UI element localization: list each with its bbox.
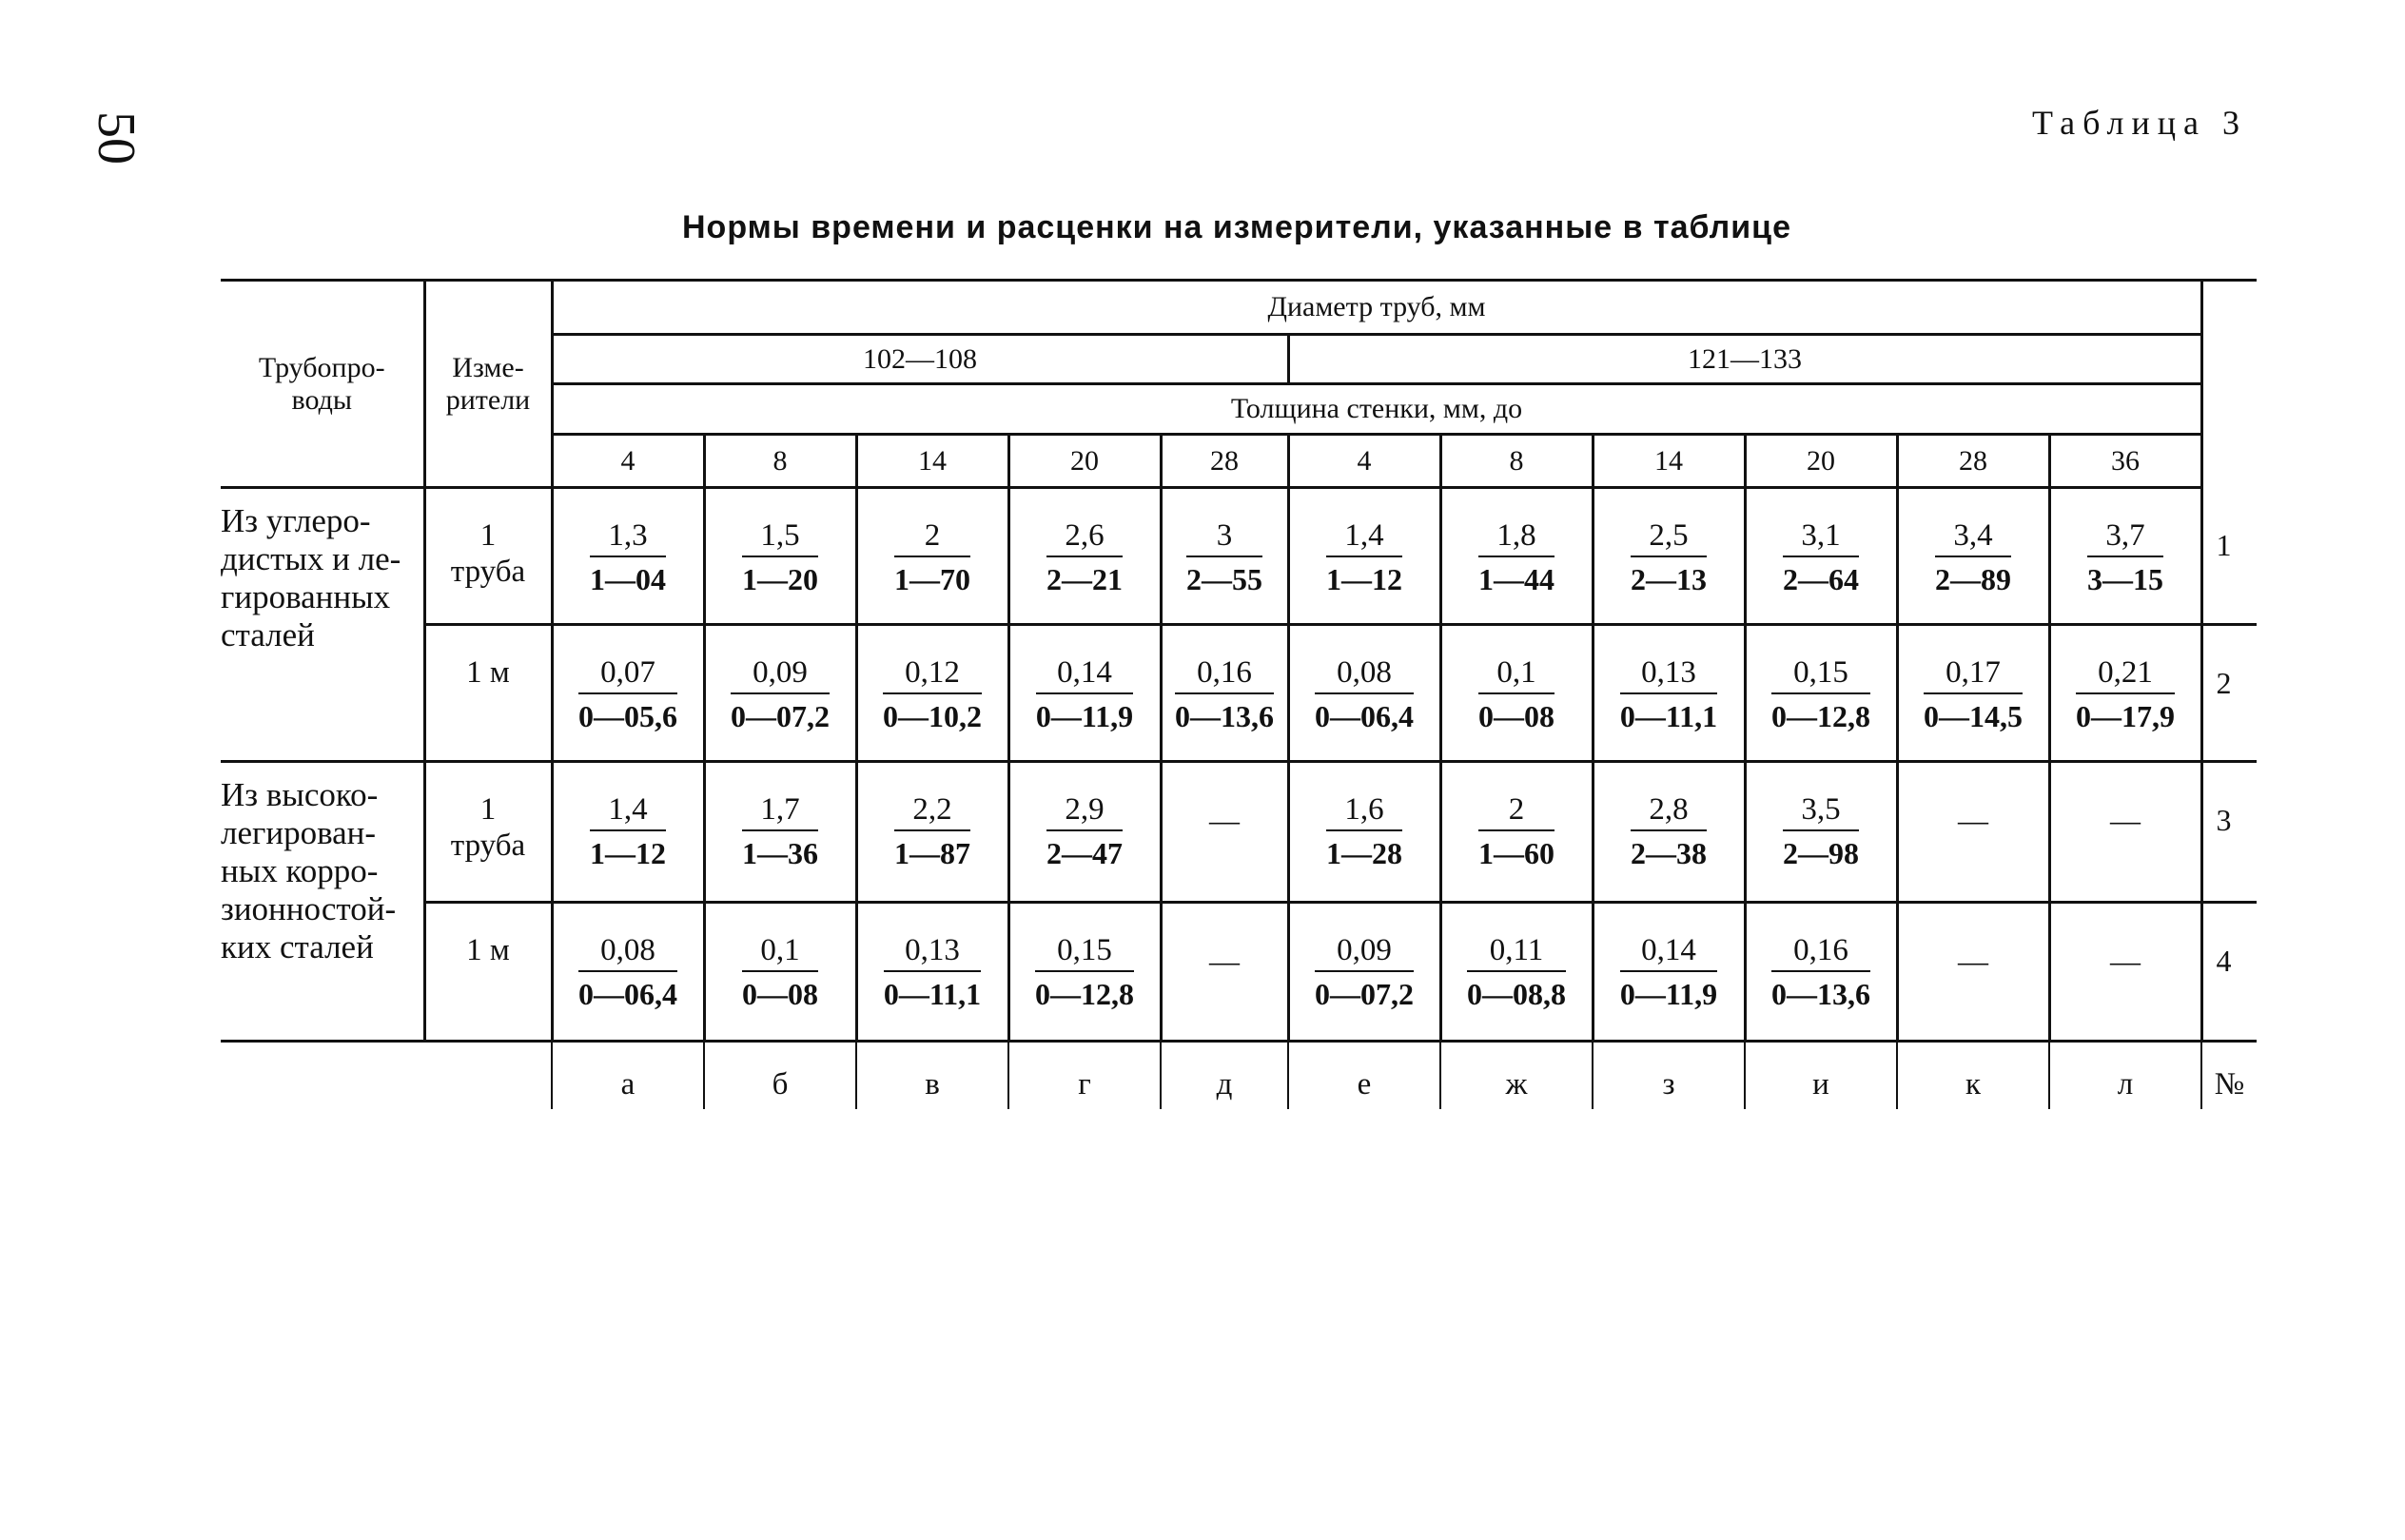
norm-fraction xyxy=(1620,932,1717,1012)
header-thickness: 36 xyxy=(2049,435,2201,488)
rate-value: 0—08 xyxy=(742,977,818,1011)
norm-cell xyxy=(1008,625,1161,762)
rate-value: 1—12 xyxy=(1326,562,1402,596)
norm-cell xyxy=(1288,625,1440,762)
norm-fraction xyxy=(1924,654,2023,734)
norm-fraction xyxy=(1771,932,1870,1012)
rate-value: 0—07,2 xyxy=(731,699,830,733)
norm-cell xyxy=(1897,625,2049,762)
header-pipelines: Трубопро- воды xyxy=(221,281,424,488)
rate-value: 2—64 xyxy=(1783,562,1859,596)
norm-fraction xyxy=(590,791,666,871)
empty-norm-dash: — xyxy=(2049,762,2201,903)
column-letter: е xyxy=(1288,1042,1440,1110)
rate-value: 0—11,1 xyxy=(1619,699,1718,733)
time-norm: 1,6 xyxy=(1326,791,1402,831)
unit-cell xyxy=(424,762,552,903)
row-number: 4 xyxy=(2201,903,2257,1042)
norm-cell xyxy=(704,903,856,1042)
norm-fraction xyxy=(2087,517,2163,597)
norm-cell xyxy=(1008,488,1161,625)
time-norm: 0,07 xyxy=(578,654,677,694)
norm-fraction xyxy=(1035,932,1134,1012)
norm-cell xyxy=(704,488,856,625)
time-norm: 0,16 xyxy=(1771,932,1870,972)
rate-value: 2—55 xyxy=(1186,562,1262,596)
norm-cell xyxy=(552,625,704,762)
norm-cell xyxy=(856,488,1008,625)
unit-text: 1 м xyxy=(466,655,510,690)
rate-value: 2—47 xyxy=(1046,836,1123,870)
time-norm: 0,15 xyxy=(1771,654,1870,694)
column-letter: л xyxy=(2049,1042,2201,1110)
pipeline-group-text: Из высоко- легирован- ных корро- зионностой- ких сталей xyxy=(221,776,397,965)
time-norm: 0,1 xyxy=(742,932,818,972)
rate-value: 0—17,9 xyxy=(2076,699,2175,733)
time-norm: 2,6 xyxy=(1046,517,1123,557)
norm-fraction xyxy=(742,932,818,1012)
time-norm: 0,15 xyxy=(1035,932,1134,972)
rate-value: 0—10,2 xyxy=(883,699,982,733)
norm-fraction xyxy=(1478,791,1554,871)
norm-cell xyxy=(1440,488,1593,625)
time-norm: 2,2 xyxy=(894,791,970,831)
header-thickness: 28 xyxy=(1897,435,2049,488)
rate-value: 2—38 xyxy=(1631,836,1707,870)
rate-value: 1—04 xyxy=(590,562,666,596)
header-thickness: 14 xyxy=(1593,435,1745,488)
norm-fraction xyxy=(731,654,830,734)
rate-value: 2—21 xyxy=(1046,562,1123,596)
header-thickness: 28 xyxy=(1161,435,1288,488)
rate-value: 1—28 xyxy=(1326,836,1402,870)
norm-fraction xyxy=(1631,791,1707,871)
column-letter-row xyxy=(221,1042,2257,1110)
norm-cell xyxy=(1008,762,1161,903)
norm-fraction xyxy=(742,517,818,597)
norm-fraction xyxy=(742,791,818,871)
norm-fraction xyxy=(578,654,677,734)
empty-norm-dash: — xyxy=(1161,762,1288,903)
time-norm: 0,11 xyxy=(1467,932,1566,972)
empty-norm-dash: — xyxy=(1161,903,1288,1042)
unit-cell xyxy=(424,903,552,1042)
rate-value: 1—87 xyxy=(894,836,970,870)
norm-cell xyxy=(856,625,1008,762)
header-group-121-133: 121—133 xyxy=(1288,335,2201,384)
norm-fraction xyxy=(884,932,981,1012)
header-thickness: 4 xyxy=(1288,435,1440,488)
norm-cell xyxy=(1593,903,1745,1042)
time-norm: 1,3 xyxy=(590,517,666,557)
norm-cell xyxy=(856,762,1008,903)
norm-cell xyxy=(1593,625,1745,762)
header-number-column xyxy=(2201,281,2257,488)
time-norm: 2,5 xyxy=(1631,517,1707,557)
empty-norm-dash: — xyxy=(1897,762,2049,903)
time-norm: 0,12 xyxy=(883,654,982,694)
column-letter: а xyxy=(552,1042,704,1110)
norm-fraction xyxy=(1315,932,1414,1012)
norm-fraction xyxy=(1783,517,1859,597)
time-norm: 1,5 xyxy=(742,517,818,557)
norm-cell xyxy=(856,903,1008,1042)
header-group-102-108: 102—108 xyxy=(552,335,1288,384)
time-norm: 2 xyxy=(894,517,970,557)
norm-fraction xyxy=(883,654,982,734)
rate-value: 0—13,6 xyxy=(1175,699,1274,733)
column-letter: к xyxy=(1897,1042,2049,1110)
norm-fraction xyxy=(1046,517,1123,597)
row-number: 3 xyxy=(2201,762,2257,903)
rate-value: 0—11,9 xyxy=(1619,977,1718,1011)
rate-value: 3—15 xyxy=(2087,562,2163,596)
column-letter: и xyxy=(1745,1042,1897,1110)
time-norm: 0,21 xyxy=(2076,654,2175,694)
norm-cell xyxy=(1440,625,1593,762)
norm-cell xyxy=(1593,488,1745,625)
column-letter: г xyxy=(1008,1042,1161,1110)
norm-fraction xyxy=(1467,932,1566,1012)
time-norm: 0,17 xyxy=(1924,654,2023,694)
rate-value: 0—05,6 xyxy=(578,699,677,733)
norm-cell xyxy=(1745,903,1897,1042)
norm-cell xyxy=(552,903,704,1042)
norm-fraction xyxy=(1935,517,2011,597)
rate-value: 1—70 xyxy=(894,562,970,596)
table-row xyxy=(221,625,2257,762)
norm-cell xyxy=(1440,903,1593,1042)
rate-value: 0—06,4 xyxy=(578,977,677,1011)
rate-value: 0—12,8 xyxy=(1771,699,1870,733)
time-norm: 1,4 xyxy=(1326,517,1402,557)
rate-value: 1—36 xyxy=(742,836,818,870)
time-norm: 0,08 xyxy=(1315,654,1414,694)
norm-fraction xyxy=(1783,791,1859,871)
table-row xyxy=(221,488,2257,625)
norm-cell xyxy=(1161,625,1288,762)
header-thickness: 8 xyxy=(1440,435,1593,488)
rate-value: 1—12 xyxy=(590,836,666,870)
table-row xyxy=(221,903,2257,1042)
norm-fraction xyxy=(1046,791,1123,871)
column-letter: в xyxy=(856,1042,1008,1110)
rate-value: 1—44 xyxy=(1478,562,1554,596)
column-letter: з xyxy=(1593,1042,1745,1110)
time-norm: 3,1 xyxy=(1783,517,1859,557)
header-thickness: 14 xyxy=(856,435,1008,488)
rate-value: 1—60 xyxy=(1478,836,1554,870)
rate-value: 0—14,5 xyxy=(1924,699,2023,733)
rate-value: 0—06,4 xyxy=(1315,699,1414,733)
norm-cell xyxy=(1745,762,1897,903)
norm-fraction xyxy=(1326,791,1402,871)
norm-cell xyxy=(1008,903,1161,1042)
norm-fraction xyxy=(1175,654,1274,734)
time-norm: 0,09 xyxy=(1315,932,1414,972)
unit-cell xyxy=(424,488,552,625)
empty-norm-dash: — xyxy=(1897,903,2049,1042)
time-norm: 3,4 xyxy=(1935,517,2011,557)
norm-fraction xyxy=(1036,654,1133,734)
norm-cell xyxy=(552,488,704,625)
time-norm: 3,5 xyxy=(1783,791,1859,831)
pipeline-group-text: Из углеро- дистых и ле- гированных сталей xyxy=(221,502,401,653)
norm-cell xyxy=(1288,903,1440,1042)
rate-value: 0—11,1 xyxy=(883,977,982,1011)
time-norm: 0,14 xyxy=(1036,654,1133,694)
time-norm: 3 xyxy=(1186,517,1262,557)
rate-value: 0—13,6 xyxy=(1771,977,1870,1011)
time-norm: 1,7 xyxy=(742,791,818,831)
table-row xyxy=(221,762,2257,903)
table-title: Нормы времени и расценки на измерители, указанные в таблице xyxy=(682,209,1791,245)
footer-spacer xyxy=(221,1042,424,1110)
unit-cell xyxy=(424,625,552,762)
number-sign: № xyxy=(2201,1042,2257,1110)
time-norm: 1,8 xyxy=(1478,517,1554,557)
norm-fraction xyxy=(1620,654,1717,734)
rate-value: 0—12,8 xyxy=(1035,977,1134,1011)
norm-fraction xyxy=(894,791,970,871)
time-norm: 2,8 xyxy=(1631,791,1707,831)
time-norm: 0,08 xyxy=(578,932,677,972)
time-norm: 3,7 xyxy=(2087,517,2163,557)
rate-value: 2—98 xyxy=(1783,836,1859,870)
norm-cell xyxy=(552,762,704,903)
column-letter: ж xyxy=(1440,1042,1593,1110)
norm-fraction xyxy=(1631,517,1707,597)
table-label: Таблица 3 xyxy=(2032,104,2247,142)
norm-fraction xyxy=(1186,517,1262,597)
norm-cell xyxy=(1745,488,1897,625)
norm-cell xyxy=(1288,488,1440,625)
row-number: 1 xyxy=(2201,488,2257,625)
header-diameter: Диаметр труб, мм xyxy=(552,281,2201,335)
time-norm: 2 xyxy=(1478,791,1554,831)
rate-value: 0—11,9 xyxy=(1035,699,1134,733)
norm-fraction xyxy=(1771,654,1870,734)
pipeline-group-label xyxy=(221,488,424,762)
rate-value: 1—20 xyxy=(742,562,818,596)
norm-fraction xyxy=(1315,654,1414,734)
empty-norm-dash: — xyxy=(2049,903,2201,1042)
norm-cell xyxy=(1745,625,1897,762)
norm-fraction xyxy=(894,517,970,597)
time-norm: 2,9 xyxy=(1046,791,1123,831)
unit-text: 1 м xyxy=(466,933,510,967)
time-norm: 0,13 xyxy=(1620,654,1717,694)
norm-fraction xyxy=(1478,654,1554,734)
unit-text: 1 труба xyxy=(450,518,526,589)
rate-value: 2—89 xyxy=(1935,562,2011,596)
pipeline-group-label xyxy=(221,762,424,1042)
rate-value: 0—08,8 xyxy=(1467,977,1566,1011)
header-thickness: 4 xyxy=(552,435,704,488)
header-thickness: 20 xyxy=(1745,435,1897,488)
norm-fraction xyxy=(1478,517,1554,597)
table-body xyxy=(221,488,2257,1042)
unit-text: 1 труба xyxy=(450,792,526,863)
rate-value: 2—13 xyxy=(1631,562,1707,596)
norm-cell xyxy=(1897,488,2049,625)
time-norm: 0,14 xyxy=(1620,932,1717,972)
norm-cell xyxy=(1593,762,1745,903)
norm-cell xyxy=(2049,488,2201,625)
header-measures: Изме- рители xyxy=(424,281,552,488)
norm-cell xyxy=(704,762,856,903)
norms-table xyxy=(221,279,2257,1109)
header-thickness: 8 xyxy=(704,435,856,488)
norm-cell xyxy=(2049,625,2201,762)
rate-value: 0—08 xyxy=(1478,699,1554,733)
header-wall-thickness: Толщина стенки, мм, до xyxy=(552,384,2201,435)
time-norm: 0,1 xyxy=(1478,654,1554,694)
norm-fraction xyxy=(590,517,666,597)
norm-fraction xyxy=(2076,654,2175,734)
page-number: 50 xyxy=(87,111,146,165)
column-letter: б xyxy=(704,1042,856,1110)
norm-cell xyxy=(1161,488,1288,625)
time-norm: 1,4 xyxy=(590,791,666,831)
norm-fraction xyxy=(1326,517,1402,597)
norm-cell xyxy=(1440,762,1593,903)
norm-cell xyxy=(1288,762,1440,903)
time-norm: 0,13 xyxy=(884,932,981,972)
row-number: 2 xyxy=(2201,625,2257,762)
header-thickness: 20 xyxy=(1008,435,1161,488)
norm-fraction xyxy=(578,932,677,1012)
time-norm: 0,09 xyxy=(731,654,830,694)
footer-spacer xyxy=(424,1042,552,1110)
norm-cell xyxy=(704,625,856,762)
rate-value: 0—07,2 xyxy=(1315,977,1414,1011)
column-letter: д xyxy=(1161,1042,1288,1110)
time-norm: 0,16 xyxy=(1175,654,1274,694)
